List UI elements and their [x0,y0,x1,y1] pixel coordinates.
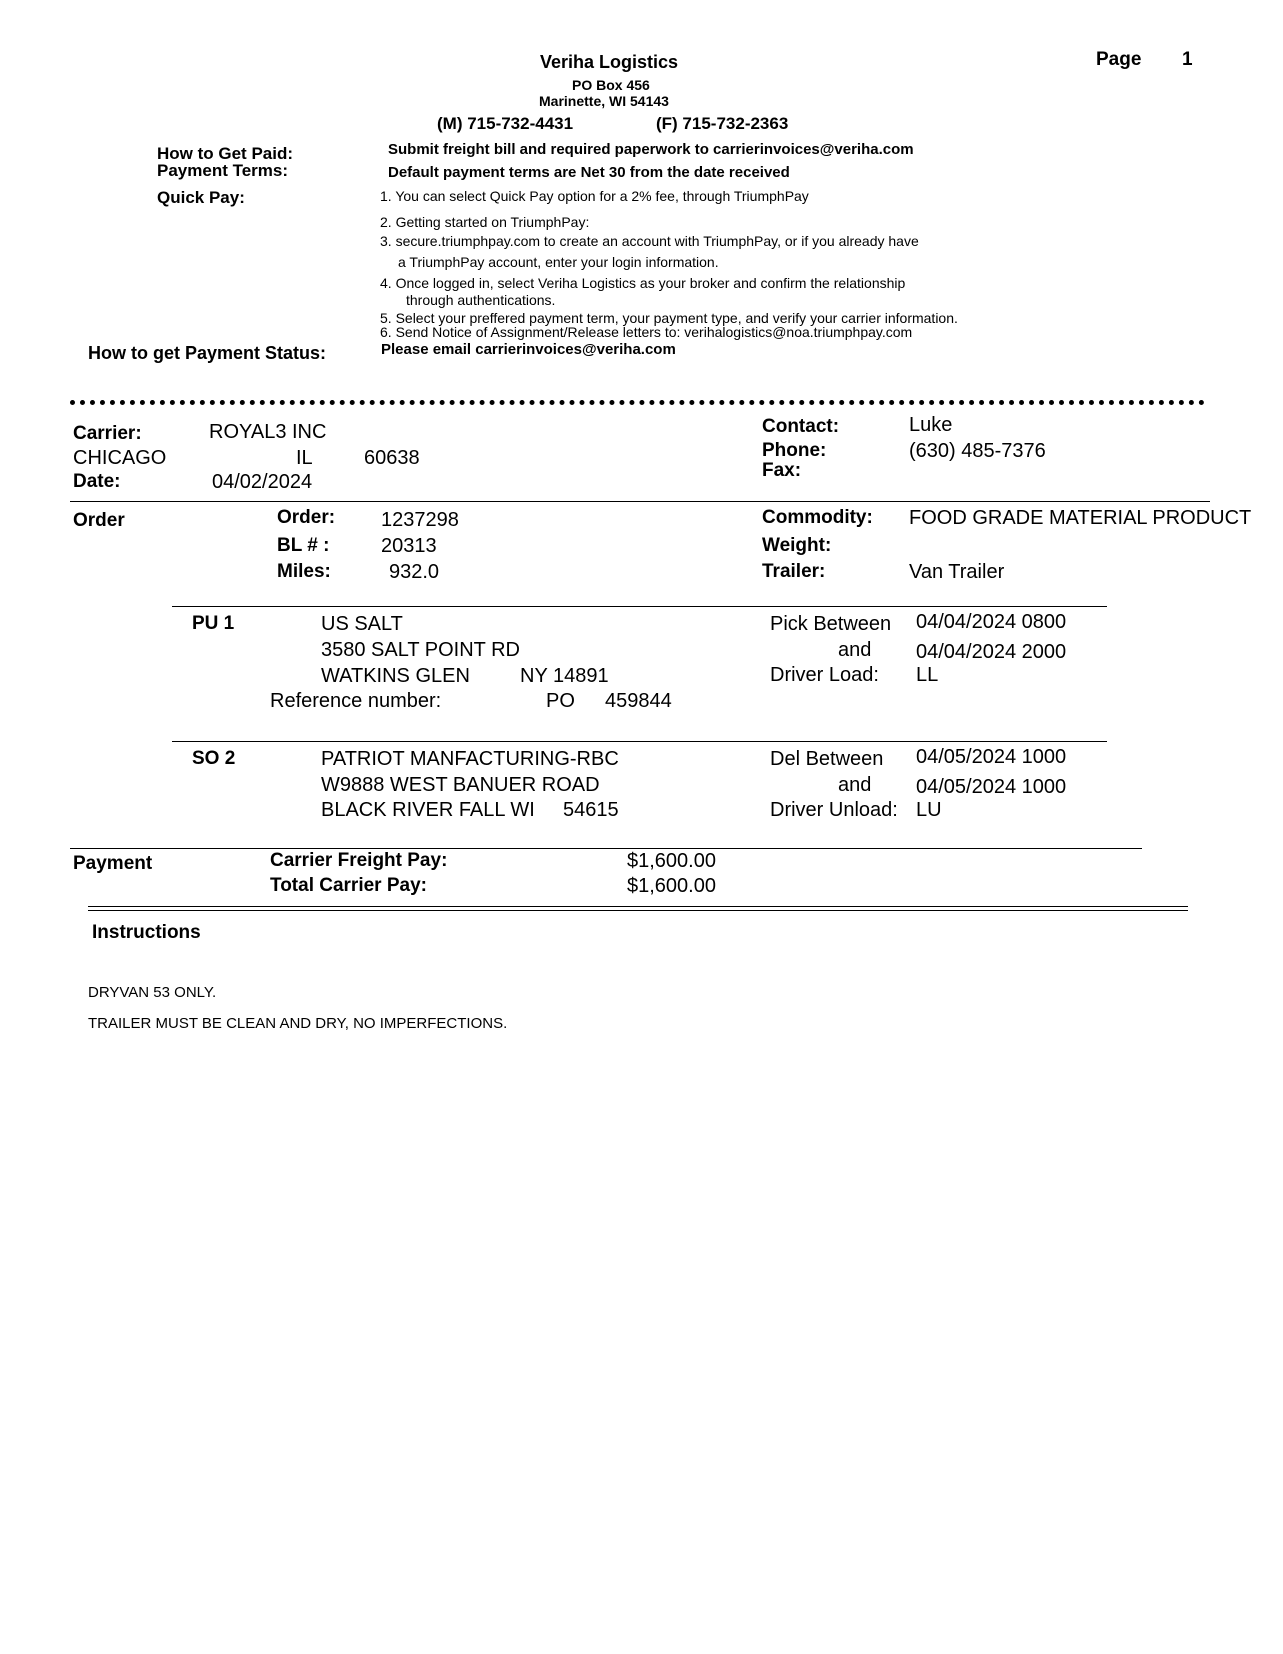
total-carrier-pay-value: $1,600.00 [627,875,716,897]
quick-pay-step: through authentications. [406,292,556,308]
pickup-state-zip: NY 14891 [520,665,609,687]
dotted-divider [70,400,1205,410]
miles-value: 932.0 [389,561,440,583]
driver-load-label: Driver Load: [770,664,879,686]
reference-type: PO [546,690,575,712]
pickup-stop-label: PU 1 [192,613,235,634]
divider [172,606,1107,607]
bl-number-label: BL # : [277,535,330,556]
carrier-zip: 60638 [364,447,420,469]
phone-label: Phone: [762,440,827,461]
instructions-title: Instructions [92,922,201,943]
quick-pay-step: 2. Getting started on TriumphPay: [380,214,590,230]
quick-pay-step: a TriumphPay account, enter your login information. [398,254,719,270]
phone-number: (630) 485-7376 [909,440,1046,462]
carrier-state: IL [296,447,313,469]
del-and-label: and [838,774,872,796]
quick-pay-label: Quick Pay: [157,188,245,207]
driver-load-value: LL [916,664,939,686]
pick-between-label: Pick Between [770,613,892,635]
pick-start: 04/04/2024 0800 [916,611,1067,633]
payment-terms-label: Payment Terms: [157,161,289,180]
miles-label: Miles: [277,561,331,582]
quick-pay-step: 3. secure.triumphpay.com to create an account with TriumphPay, or if you already have [380,233,919,249]
company-address-line2: Marinette, WI 54143 [539,93,669,109]
pick-and-label: and [838,639,872,661]
carrier-label: Carrier: [73,423,142,444]
payment-terms-value: Default payment terms are Net 30 from the date received [388,164,790,181]
how-to-get-paid-label: How to Get Paid: [157,144,293,163]
how-to-get-paid-value: Submit freight bill and required paperwork to carrierinvoices@veriha.com [388,141,914,158]
date-label: Date: [73,471,121,492]
company-address-line1: PO Box 456 [572,77,650,93]
trailer-value: Van Trailer [909,561,1005,583]
quick-pay-step: 4. Once logged in, select Veriha Logistics as your broker and confirm the relationship [380,275,906,291]
company-name: Veriha Logistics [540,52,679,72]
quick-pay-step: 6. Send Notice of Assignment/Release letters to: verihalogistics@noa.triumphpay.com [380,324,913,340]
trailer-label: Trailer: [762,561,826,582]
total-carrier-pay-label: Total Carrier Pay: [270,875,427,896]
del-start: 04/05/2024 1000 [916,746,1067,768]
order-number: 1237298 [381,509,459,531]
delivery-stop-label: SO 2 [192,748,236,769]
bl-number: 20313 [381,535,437,557]
carrier-city: CHICAGO [73,447,167,469]
carrier-freight-pay-value: $1,600.00 [627,850,716,872]
carrier-date: 04/02/2024 [212,471,313,493]
delivery-street: W9888 WEST BANUER ROAD [321,774,600,796]
pickup-street: 3580 SALT POINT RD [321,639,520,661]
company-mobile: (M) 715-732-4431 [437,114,574,133]
contact-name: Luke [909,414,953,436]
delivery-zip: 54615 [563,799,619,821]
page-number: 1 [1182,49,1193,70]
carrier-name: ROYAL3 INC [209,421,327,443]
company-fax: (F) 715-732-2363 [656,114,789,133]
del-end: 04/05/2024 1000 [916,776,1067,798]
reference-number: 459844 [605,690,672,712]
commodity-label: Commodity: [762,507,873,528]
delivery-name: PATRIOT MANFACTURING-RBC [321,748,619,770]
divider [172,741,1107,742]
carrier-freight-pay-label: Carrier Freight Pay: [270,850,448,871]
fax-label: Fax: [762,460,802,481]
order-section-label: Order [73,510,125,531]
instruction-line: DRYVAN 53 ONLY. [88,984,217,1001]
page-label: Page [1096,49,1142,70]
divider [70,848,1142,849]
weight-label: Weight: [762,535,832,556]
del-between-label: Del Between [770,748,884,770]
driver-unload-value: LU [916,799,942,821]
reference-number-label: Reference number: [270,690,442,712]
pick-end: 04/04/2024 2000 [916,641,1067,663]
quick-pay-step: 1. You can select Quick Pay option for a 2% fee, through TriumphPay [380,188,809,204]
payment-status-label: How to get Payment Status: [88,343,327,363]
driver-unload-label: Driver Unload: [770,799,898,821]
payment-section-label: Payment [73,853,153,874]
commodity-value: FOOD GRADE MATERIAL PRODUCT [909,507,1252,529]
instruction-line: TRAILER MUST BE CLEAN AND DRY, NO IMPERFECTIONS. [88,1015,508,1032]
pickup-name: US SALT [321,613,403,635]
divider [70,501,1210,502]
quick-pay-step: 5. Select your preffered payment term, your payment type, and verify your carrier information. [380,310,958,326]
pickup-city: WATKINS GLEN [321,665,470,687]
double-divider [88,906,1188,911]
payment-status-value: Please email carrierinvoices@veriha.com [381,341,676,358]
order-number-label: Order: [277,507,336,528]
delivery-city: BLACK RIVER FALL WI [321,799,535,821]
contact-label: Contact: [762,416,840,437]
